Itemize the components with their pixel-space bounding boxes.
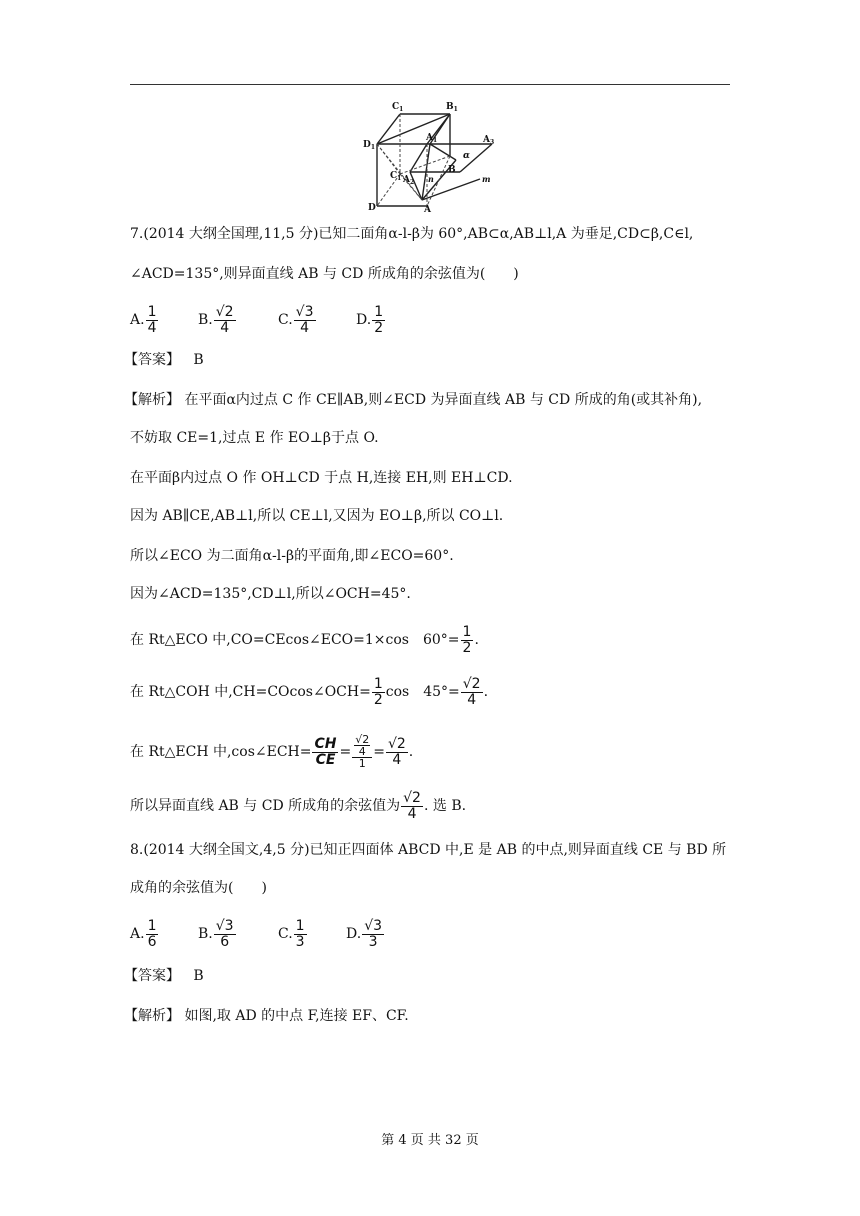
label-A3: $A_3$ bbox=[483, 135, 495, 146]
q8-stem-line1: 8.(2014 大纲全国文,4,5 分)已知正四面体 ABCD 中,E 是 AB 的中点,则异面直线 CE 与 BD 所 bbox=[130, 842, 727, 858]
label-A: A bbox=[424, 205, 431, 213]
q8-options bbox=[130, 914, 385, 954]
q8-option-b[interactable]: B. $\frac{√3}{6}$ bbox=[198, 917, 234, 950]
label-alpha: α bbox=[463, 151, 470, 161]
q7-stem-line2: ∠ACD=135°,则异面直线 AB 与 CD 所成角的余弦值为( ) bbox=[130, 266, 519, 282]
q8-option-d[interactable]: D. $\frac{√3}{3}$ bbox=[346, 917, 383, 950]
q7-analysis-line7: 在 Rt△ECO 中,CO=CEcos∠ECO=1×cos 60°= $\frac{1}{2}$ . bbox=[130, 623, 479, 656]
q7-option-b[interactable]: B. $\frac{√2}{4}$ bbox=[198, 303, 234, 336]
label-A2: $A_2$ bbox=[403, 175, 415, 186]
label-D1: $D_1$ bbox=[363, 140, 375, 151]
q7-analysis-line6: 因为∠ACD=135°,CD⊥l,所以∠OCH=45°. bbox=[130, 586, 411, 602]
q7-answer-value: B bbox=[193, 352, 204, 368]
label-C: $C_1$ bbox=[390, 171, 402, 182]
label-n: n bbox=[428, 174, 434, 184]
label-B: B bbox=[448, 165, 456, 175]
q7-options bbox=[130, 300, 386, 340]
q8-option-c[interactable]: C. $\frac{1}{3}$ bbox=[278, 917, 305, 950]
q8-analysis-tag: 【解析】 bbox=[124, 1008, 180, 1024]
header-rule bbox=[130, 84, 730, 85]
q8-option-a[interactable]: A. $\frac{1}{6}$ bbox=[130, 917, 157, 950]
q7-analysis-line10: 所以异面直线 AB 与 CD 所成角的余弦值为 $\frac{√2}{4}$ . 选 B. bbox=[130, 789, 467, 822]
q7-answer-tag: 【答案】 bbox=[124, 352, 180, 368]
q7-analysis-line1: 【解析】 在平面α内过点 C 作 CE∥AB,则∠ECD 为异面直线 AB 与 CD 所成的角(或其补角), bbox=[124, 392, 703, 408]
q7-option-d[interactable]: D. $\frac{1}{2}$ bbox=[356, 303, 384, 336]
page-footer: 第 4 页 共 32 页 bbox=[381, 1133, 479, 1148]
q7-analysis-line2: 不妨取 CE=1,过点 E 作 EO⊥β于点 O. bbox=[130, 430, 379, 446]
q7-analysis-line8: 在 Rt△COH 中,CH=COcos∠OCH= $\frac{1}{2}$ cos 45°= $\frac{√2}{4}$ . bbox=[130, 675, 489, 708]
q7-analysis-tag: 【解析】 bbox=[124, 392, 180, 408]
q8-answer-value: B bbox=[193, 968, 204, 984]
q7-analysis-line4: 因为 AB∥CE,AB⊥l,所以 CE⊥l,又因为 EO⊥β,所以 CO⊥l. bbox=[130, 508, 504, 524]
label-m: m bbox=[482, 174, 491, 184]
q7-stem-line1: 7.(2014 大纲全国理,11,5 分)已知二面角α-l-β为 60°,AB⊂α,AB⊥l,A 为垂足,CD⊂β,C∈l, bbox=[130, 226, 694, 242]
label-A1: $A_1$ bbox=[426, 133, 438, 144]
label-D: D bbox=[368, 203, 376, 213]
q7-analysis-line9: 在 Rt△ECH 中,cos∠ECH= $\frac{CH}{CE}$ = $\frac{\frac{√2}{4}}{1}$ = $\frac{√2}{4}$ . bbox=[130, 733, 414, 771]
q7-option-c[interactable]: C. $\frac{√3}{4}$ bbox=[278, 303, 314, 336]
label-C1: $C_1$ bbox=[392, 102, 404, 113]
q7-analysis-line5: 所以∠ECO 为二面角α-l-β的平面角,即∠ECO=60°. bbox=[130, 548, 454, 564]
label-B1: $B_1$ bbox=[446, 102, 458, 113]
q8-analysis-line1: 【解析】 如图,取 AD 的中点 F,连接 EF、CF. bbox=[124, 1008, 409, 1024]
q7-option-a[interactable]: A. $\frac{1}{4}$ bbox=[130, 303, 157, 336]
q7-analysis-line3: 在平面β内过点 O 作 OH⊥CD 于点 H,连接 EH,则 EH⊥CD. bbox=[130, 470, 513, 486]
q7-answer bbox=[124, 350, 204, 370]
q8-answer bbox=[124, 966, 204, 986]
q8-stem-line2: 成角的余弦值为( ) bbox=[130, 880, 267, 896]
q8-answer-tag: 【答案】 bbox=[124, 968, 180, 984]
cube-geometry-figure bbox=[360, 96, 505, 213]
